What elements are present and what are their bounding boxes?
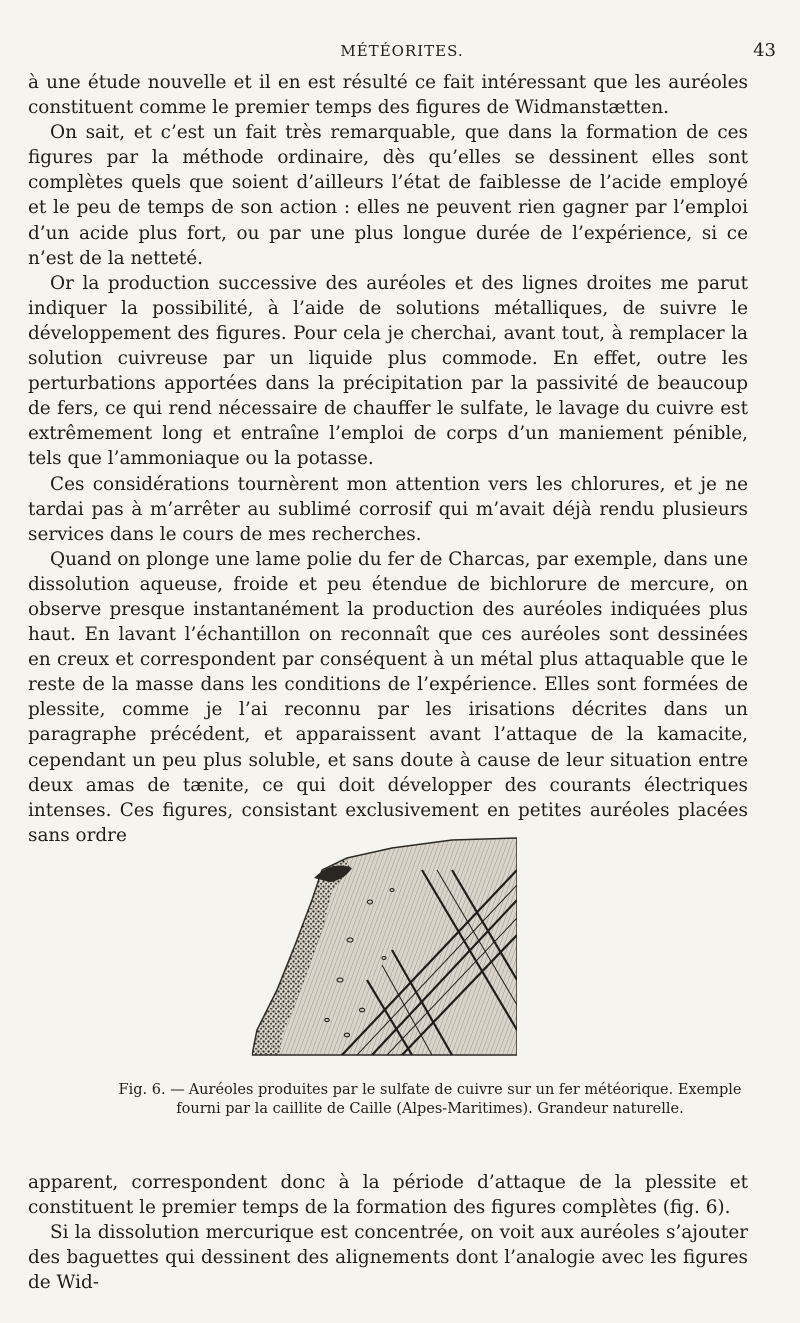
meteorite-section-illustration xyxy=(252,830,517,1065)
body-text-top xyxy=(28,70,748,848)
paragraph: Si la dissolution mercurique est concentrée, on voit aux auréoles s’ajouter des baguettes qui dessinent des alignements dont l’analogie avec les figures de Wid- xyxy=(28,1222,748,1294)
running-title: MÉTÉORITES. xyxy=(340,42,464,60)
running-head xyxy=(28,40,776,64)
page-number: 43 xyxy=(753,40,776,61)
figure-caption-text: Auréoles produites par le sulfate de cuivre sur un fer météorique. Exemple fourni par la caillite de Caille (Alpes-Maritimes). Grandeur naturelle. xyxy=(176,1082,742,1117)
figure-caption xyxy=(100,1081,760,1119)
paragraph: On sait, et c’est un fait très remarquable, que dans la formation de ces figures par la méthode ordinaire, dès qu’elles se dessinent elles sont complètes quels que soient d’ailleurs l’état de faiblesse de l’acide employé et le peu de temps de son action : elles ne peuvent rien gagner par l’emploi d’un acide plus fort, ou par une plus longue durée de l’expérience, si ce n’est de la netteté. xyxy=(28,122,748,269)
paragraph: Or la production successive des auréoles et des lignes droites me parut indiquer la possibilité, à l’aide de solutions métalliques, de suivre le développement des figures. Pour cela je cherchai, avant tout, à remplacer la solution cuivreuse par un liquide plus commode. En effet, outre les perturbations apportées dans la précipitation par la passivité de beaucoup de fers, ce qui rend nécessaire de chauffer le sulfate, le lavage du cuivre est extrêmement long et entraîne l’emploi de corps d’un maniement pénible, tels que l’ammoniaque ou la potasse. xyxy=(28,272,748,470)
paragraph: apparent, correspondent donc à la période d’attaque de la plessite et constituent le premier temps de la formation des figures complètes (fig. 6). xyxy=(28,1172,748,1219)
paragraph: Quand on plonge une lame polie du fer de Charcas, par exemple, dans une dissolution aqueuse, froide et peu étendue de bichlorure de mercure, on observe presque instantanément la production des auréoles indiquées plus haut. En lavant l’échantillon on reconnaît que ces auréoles sont dessinées en creux et correspondent par conséquent à un métal plus attaquable que le reste de la masse dans les conditions de l’expérience. Elles sont formées de plessite, comme je l’ai reconnu par les irisations décrites dans un paragraphe précédent, et apparaissent avant l’attaque de la kamacite, cependant un peu plus soluble, et sans doute à cause de leur situation entre deux amas de tænite, ce qui doit développer des courants électriques intenses. Ces figures, consistant exclusivement en petites auréoles placées sans ordre xyxy=(28,548,748,846)
figure-6-engraving xyxy=(252,830,517,1065)
body-text-bottom xyxy=(28,1170,748,1295)
paragraph: à une étude nouvelle et il en est résulté ce fait intéressant que les auréoles constituent comme le premier temps des figures de Widmanstætten. xyxy=(28,72,748,119)
paragraph: Ces considérations tournèrent mon attention vers les chlorures, et je ne tardai pas à m’arrêter au sublimé corrosif qui m’avait déjà rendu plusieurs services dans le cours de mes recherches. xyxy=(28,473,748,545)
figure-label: Fig. 6. — xyxy=(118,1082,185,1098)
